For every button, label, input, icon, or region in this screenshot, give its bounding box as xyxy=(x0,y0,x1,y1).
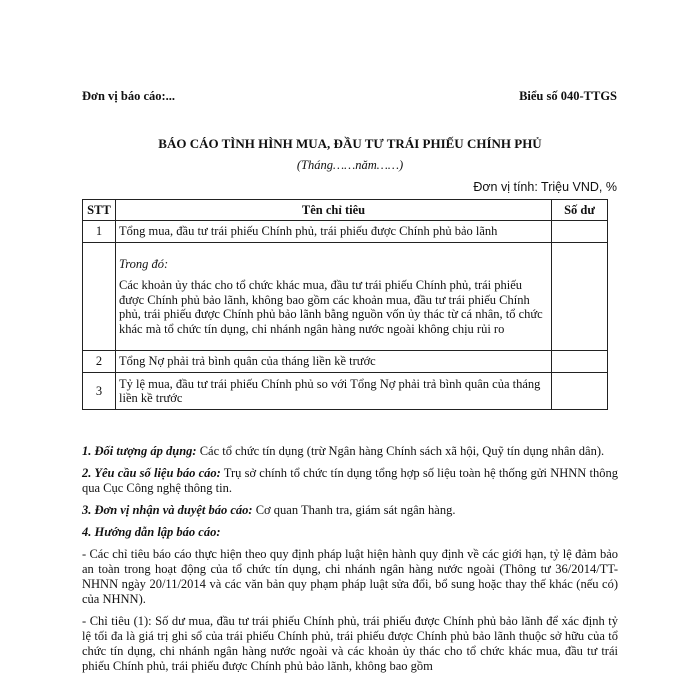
report-period: (Tháng……năm……) xyxy=(296,158,404,172)
row-name-text: Các khoản ủy thác cho tổ chức khác mua, đầu tư trái phiếu Chính phủ, trái phiếu được Chính phủ bảo lãnh, không bao gồm các khoản mua, đầu tư trái phiếu Chính phủ, trái phiếu được Chính phủ bảo lãnh bằng nguồn vốn ủy thác từ cá nhân, tổ chức khác mà tổ chức tín dụng, chi nhánh ngân hàng nước ngoài không chịu rủi ro xyxy=(119,278,543,336)
note-paragraph xyxy=(82,525,618,540)
table-row xyxy=(83,373,608,410)
note-text: - Chỉ tiêu (1): Số dư mua, đầu tư trái phiếu Chính phủ, trái phiếu được Chính phủ bảo lãnh để xác định tỷ lệ tối đa là giá trị ghi sổ của trái phiếu Chính phủ, trái phiếu được Chính phủ bảo lãnh thuộc sở hữu của tổ chức tín dụng, chi nhánh ngân hàng nước ngoài và các khoản ủy thác cho tổ chức khác mua, đầu tư trái phiếu Chính phủ, trái phiếu được Chính phủ bảo lãnh, không bao gồm xyxy=(82,614,618,673)
form-code: Biểu số 040-TTGS xyxy=(519,89,617,103)
note-text: Các tổ chức tín dụng (trừ Ngân hàng Chính sách xã hội, Quỹ tín dụng nhân dân). xyxy=(196,444,605,458)
unit-label: Đơn vị tính: Triệu VND, % xyxy=(473,180,617,194)
notes-section xyxy=(82,444,618,681)
table-row xyxy=(83,243,608,351)
table-row xyxy=(83,351,608,373)
note-paragraph xyxy=(82,614,618,674)
header-value: Số dư xyxy=(552,200,608,221)
note-label: 3. Đơn vị nhận và duyệt báo cáo: xyxy=(82,503,253,517)
row-value xyxy=(552,351,608,373)
row-name: Tỷ lệ mua, đầu tư trái phiếu Chính phủ so với Tổng Nợ phải trả bình quân của tháng liền kề trước xyxy=(116,373,552,410)
row-stt xyxy=(83,243,116,351)
table-row xyxy=(83,221,608,243)
row-stt: 1 xyxy=(83,221,116,243)
note-paragraph xyxy=(82,547,618,607)
table-header-row xyxy=(83,200,608,221)
row-name: Tổng Nợ phải trả bình quân của tháng liền kề trước xyxy=(116,351,552,373)
row-value xyxy=(552,243,608,351)
note-label: 4. Hướng dẫn lập báo cáo: xyxy=(82,525,221,539)
row-name: Tổng mua, đầu tư trái phiếu Chính phủ, trái phiếu được Chính phủ bảo lãnh xyxy=(116,221,552,243)
note-text: Cơ quan Thanh tra, giám sát ngân hàng. xyxy=(252,503,456,517)
note-text: Trụ sở chính tổ chức tín dụng tổng hợp số liệu toàn hệ thống gửi NHNN thông qua Cục Công nghệ thông tin. xyxy=(82,466,619,495)
row-value xyxy=(552,221,608,243)
note-paragraph xyxy=(82,444,618,459)
reporting-unit: Đơn vị báo cáo:... xyxy=(82,89,176,103)
note-paragraph xyxy=(82,503,618,518)
report-title: BÁO CÁO TÌNH HÌNH MUA, ĐẦU TƯ TRÁI PHIẾU CHÍNH PHỦ xyxy=(158,136,542,151)
note-paragraph xyxy=(82,466,618,496)
row-value xyxy=(552,373,608,410)
header-name: Tên chỉ tiêu xyxy=(116,200,552,221)
header-stt: STT xyxy=(83,200,116,221)
row-stt: 3 xyxy=(83,373,116,410)
row-stt: 2 xyxy=(83,351,116,373)
note-label: 2. Yêu cầu số liệu báo cáo: xyxy=(82,466,221,480)
note-label: 1. Đối tượng áp dụng: xyxy=(82,444,197,458)
row-sublabel: Trong đó: xyxy=(119,256,169,271)
report-table xyxy=(82,199,608,410)
row-name xyxy=(116,243,552,351)
note-text: - Các chỉ tiêu báo cáo thực hiện theo quy định pháp luật hiện hành quy định về các giới hạn, tỷ lệ đảm bảo an toàn trong hoạt động của tổ chức tín dụng, chi nhánh ngân hàng nước ngoài (Thông tư 36/2014/TT-NHNN ngày 20/11/2014 và các văn bản quy phạm pháp luật sửa đổi, bổ sung hoặc thay thế khác (nếu có) của NHNN). xyxy=(82,547,618,606)
